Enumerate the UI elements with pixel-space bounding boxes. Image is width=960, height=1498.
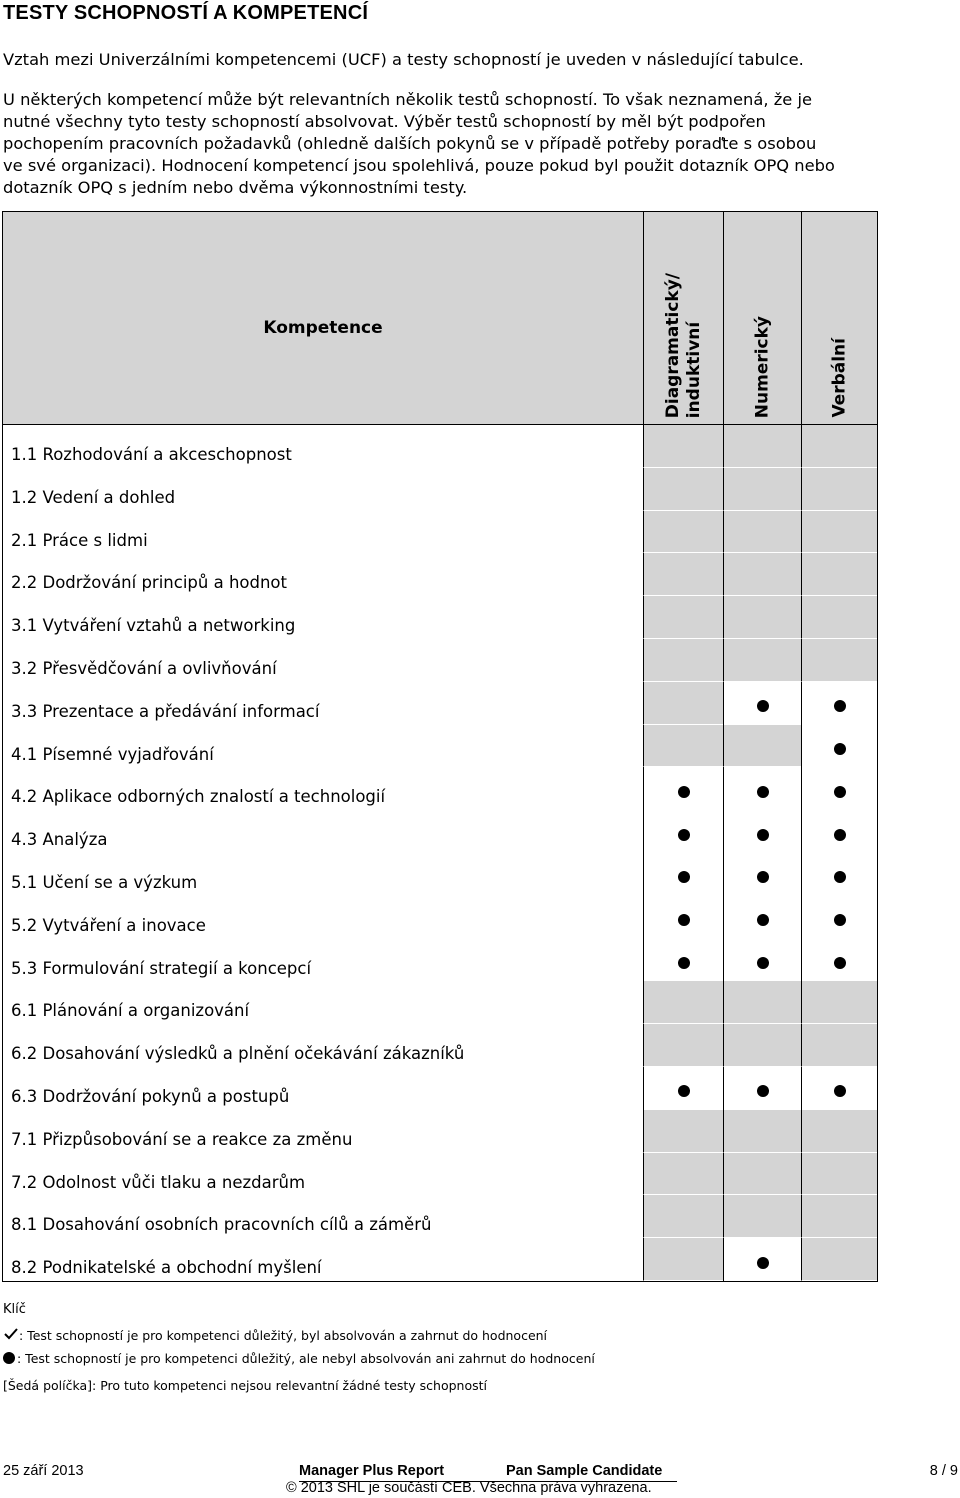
relevant-cell: [801, 853, 877, 896]
page-footer: [0, 1463, 960, 1498]
relevant-cell: [801, 725, 877, 768]
table-row: [3, 725, 877, 768]
relevant-cell: [723, 1238, 801, 1281]
dot-icon: [834, 786, 846, 798]
paragraph-line: ve své organizaci). Hodnocení kompetencí jsou spolehlivá, pouze pokud byl použit dotazník OPQ nebo: [3, 156, 835, 175]
dot-icon: [678, 871, 690, 883]
dot-icon: [757, 1257, 769, 1269]
check-icon: [3, 1328, 19, 1344]
dot-icon: [757, 957, 769, 969]
not-relevant-cell: [643, 725, 723, 768]
table-row: [3, 553, 877, 596]
relevant-cell: [801, 896, 877, 939]
not-relevant-cell: [801, 981, 877, 1024]
page-title: TESTY SCHOPNOSTÍ A KOMPETENCÍ: [3, 2, 369, 24]
explanation-paragraph: [3, 89, 953, 199]
dot-icon: [834, 1085, 846, 1097]
paragraph-line: U některých kompetencí může být relevantních několik testů schopností. To však neznamená, že je: [3, 90, 812, 109]
competency-label: 7.1 Přizpůsobování se a reakce za změnu: [11, 1129, 353, 1149]
competency-label: 2.1 Práce s lidmi: [11, 530, 148, 550]
relevant-cell: [801, 810, 877, 853]
not-relevant-cell: [643, 1110, 723, 1153]
table-row: [3, 1110, 877, 1153]
relevant-cell: [643, 896, 723, 939]
dot-icon: [757, 786, 769, 798]
relevant-cell: [723, 853, 801, 896]
competency-label: 6.1 Plánování a organizování: [11, 1001, 250, 1021]
table-row: [3, 853, 877, 896]
not-relevant-cell: [643, 468, 723, 511]
dot-icon: [834, 829, 846, 841]
competency-label: 7.2 Odolnost vůči tlaku a nezdarům: [11, 1172, 306, 1192]
table-row: [3, 425, 877, 468]
not-relevant-cell: [801, 425, 877, 468]
not-relevant-cell: [801, 596, 877, 639]
table-row: [3, 511, 877, 554]
not-relevant-cell: [643, 639, 723, 682]
relevant-cell: [723, 1067, 801, 1110]
competency-label: 3.1 Vytváření vztahů a networking: [11, 616, 296, 636]
not-relevant-cell: [643, 596, 723, 639]
dot-icon: [678, 957, 690, 969]
table-row: [3, 682, 877, 725]
not-relevant-cell: [723, 725, 801, 768]
table-row: [3, 596, 877, 639]
header-col-label: Diagramatický/ induktivní: [662, 272, 704, 418]
not-relevant-cell: [723, 468, 801, 511]
dot-icon: [834, 957, 846, 969]
relevant-cell: [723, 939, 801, 982]
competency-label: 6.2 Dosahování výsledků a plnění očekávání zákazníků: [11, 1044, 465, 1064]
not-relevant-cell: [723, 1195, 801, 1238]
competency-label: 2.2 Dodržování principů a hodnot: [11, 573, 287, 593]
relevant-cell: [723, 810, 801, 853]
table-row: [3, 981, 877, 1024]
paragraph-line: nutné všechny tyto testy schopností absolvovat. Výběr testů schopností by měl být podpořen: [3, 112, 766, 131]
dot-icon: [678, 786, 690, 798]
header-col-diagrammatic: [643, 212, 723, 424]
not-relevant-cell: [723, 1024, 801, 1067]
dot-icon: [757, 1085, 769, 1097]
not-relevant-cell: [723, 596, 801, 639]
not-relevant-cell: [643, 981, 723, 1024]
table-row: [3, 1024, 877, 1067]
competency-label: 4.3 Analýza: [11, 830, 108, 850]
dot-icon: [757, 700, 769, 712]
table-row: [3, 1067, 877, 1110]
competency-label: 5.2 Vytváření a inovace: [11, 915, 206, 935]
not-relevant-cell: [643, 1195, 723, 1238]
footer-copyright: © 2013 SHL je součástí CEB. Všechna práva vyhrazena.: [286, 1480, 652, 1496]
not-relevant-cell: [643, 682, 723, 725]
table-row: [3, 1195, 877, 1238]
key-gray-entry: [Šedá políčka]: Pro tuto kompetenci nejsou relevantní žádné testy schopností: [3, 1378, 488, 1393]
not-relevant-cell: [723, 425, 801, 468]
competency-label: 8.2 Podnikatelské a obchodní myšlení: [11, 1258, 322, 1278]
dot-icon: [757, 914, 769, 926]
not-relevant-cell: [643, 553, 723, 596]
header-col-label: Verbální: [829, 338, 849, 418]
not-relevant-cell: [723, 1153, 801, 1196]
key-dot-entry: [3, 1351, 595, 1367]
dot-icon: [678, 829, 690, 841]
not-relevant-cell: [643, 511, 723, 554]
header-col-label: Numerický: [752, 315, 772, 418]
not-relevant-cell: [801, 1153, 877, 1196]
not-relevant-cell: [801, 639, 877, 682]
relevant-cell: [643, 853, 723, 896]
relevant-cell: [723, 767, 801, 810]
relevant-cell: [643, 810, 723, 853]
relevant-cell: [723, 896, 801, 939]
relevant-cell: [801, 939, 877, 982]
footer-candidate-name: Pan Sample Candidate: [506, 1463, 663, 1479]
key-dot-text: : Test schopností je pro kompetenci důležitý, ale nebyl absolvován ani zahrnut do hodnocení: [17, 1351, 595, 1366]
relevant-cell: [801, 767, 877, 810]
dot-icon: [678, 1085, 690, 1097]
dot-icon: [757, 829, 769, 841]
not-relevant-cell: [801, 553, 877, 596]
not-relevant-cell: [643, 425, 723, 468]
table-row: [3, 468, 877, 511]
relevant-cell: [723, 682, 801, 725]
not-relevant-cell: [723, 1110, 801, 1153]
not-relevant-cell: [723, 553, 801, 596]
not-relevant-cell: [723, 639, 801, 682]
competency-label: 3.3 Prezentace a předávání informací: [11, 701, 320, 721]
footer-page-number: 8 / 9: [929, 1463, 958, 1479]
dot-icon: [834, 871, 846, 883]
intro-text: Vztah mezi Univerzálními kompetencemi (UCF) a testy schopností je uveden v následující tabulce.: [3, 50, 804, 69]
relevant-cell: [643, 1067, 723, 1110]
footer-date: 25 září 2013: [3, 1463, 84, 1479]
key-check-text: : Test schopností je pro kompetenci důležitý, byl absolvován a zahrnut do hodnocení: [19, 1328, 548, 1343]
competency-label: 5.1 Učení se a výzkum: [11, 872, 198, 892]
relevant-cell: [801, 1067, 877, 1110]
relevant-cell: [643, 939, 723, 982]
table-row: [3, 767, 877, 810]
not-relevant-cell: [643, 1024, 723, 1067]
table-row: [3, 639, 877, 682]
competency-label: 3.2 Přesvědčování a ovlivňování: [11, 658, 277, 678]
header-competence-label: Kompetence: [263, 318, 383, 338]
table-row: [3, 810, 877, 853]
key-check-entry: [3, 1328, 547, 1344]
competency-label: 1.1 Rozhodování a akceschopnost: [11, 445, 292, 464]
competency-label: 5.3 Formulování strategií a koncepcí: [11, 958, 312, 978]
dot-icon: [834, 700, 846, 712]
dot-icon: [757, 871, 769, 883]
header-col-verbal: [801, 212, 877, 424]
not-relevant-cell: [801, 468, 877, 511]
not-relevant-cell: [801, 1195, 877, 1238]
relevant-cell: [643, 767, 723, 810]
not-relevant-cell: [801, 1238, 877, 1281]
table-row: [3, 939, 877, 982]
paragraph-line: pochopením pracovních požadavků (ohledně dalších pokynů se v případě potřeby poraďte s osobou: [3, 134, 817, 153]
table-row: [3, 896, 877, 939]
not-relevant-cell: [723, 511, 801, 554]
dot-icon: [678, 914, 690, 926]
table-body: [2, 425, 878, 1282]
not-relevant-cell: [801, 1110, 877, 1153]
table-header: [2, 211, 878, 425]
header-competence-cell: [3, 212, 643, 424]
header-col-numerical: [723, 212, 801, 424]
competency-label: 6.3 Dodržování pokynů a postupů: [11, 1086, 290, 1106]
competency-table: [2, 211, 878, 1282]
key-title: Klíč: [3, 1302, 26, 1317]
not-relevant-cell: [801, 511, 877, 554]
not-relevant-cell: [643, 1153, 723, 1196]
relevant-cell: [801, 682, 877, 725]
not-relevant-cell: [801, 1024, 877, 1067]
footer-report-name: Manager Plus Report: [299, 1463, 445, 1479]
paragraph-line: dotazník OPQ s jedním nebo dvěma výkonnostními testy.: [3, 178, 468, 197]
dot-icon: [3, 1352, 15, 1364]
dot-icon: [834, 743, 846, 755]
not-relevant-cell: [643, 1238, 723, 1281]
competency-label: 4.2 Aplikace odborných znalostí a technologií: [11, 787, 386, 807]
competency-label: 8.1 Dosahování osobních pracovních cílů a záměrů: [11, 1215, 432, 1235]
competency-label: 4.1 Písemné vyjadřování: [11, 744, 214, 764]
table-row: [3, 1153, 877, 1196]
table-row: [3, 1238, 877, 1281]
competency-label: 1.2 Vedení a dohled: [11, 487, 176, 507]
dot-icon: [834, 914, 846, 926]
not-relevant-cell: [723, 981, 801, 1024]
